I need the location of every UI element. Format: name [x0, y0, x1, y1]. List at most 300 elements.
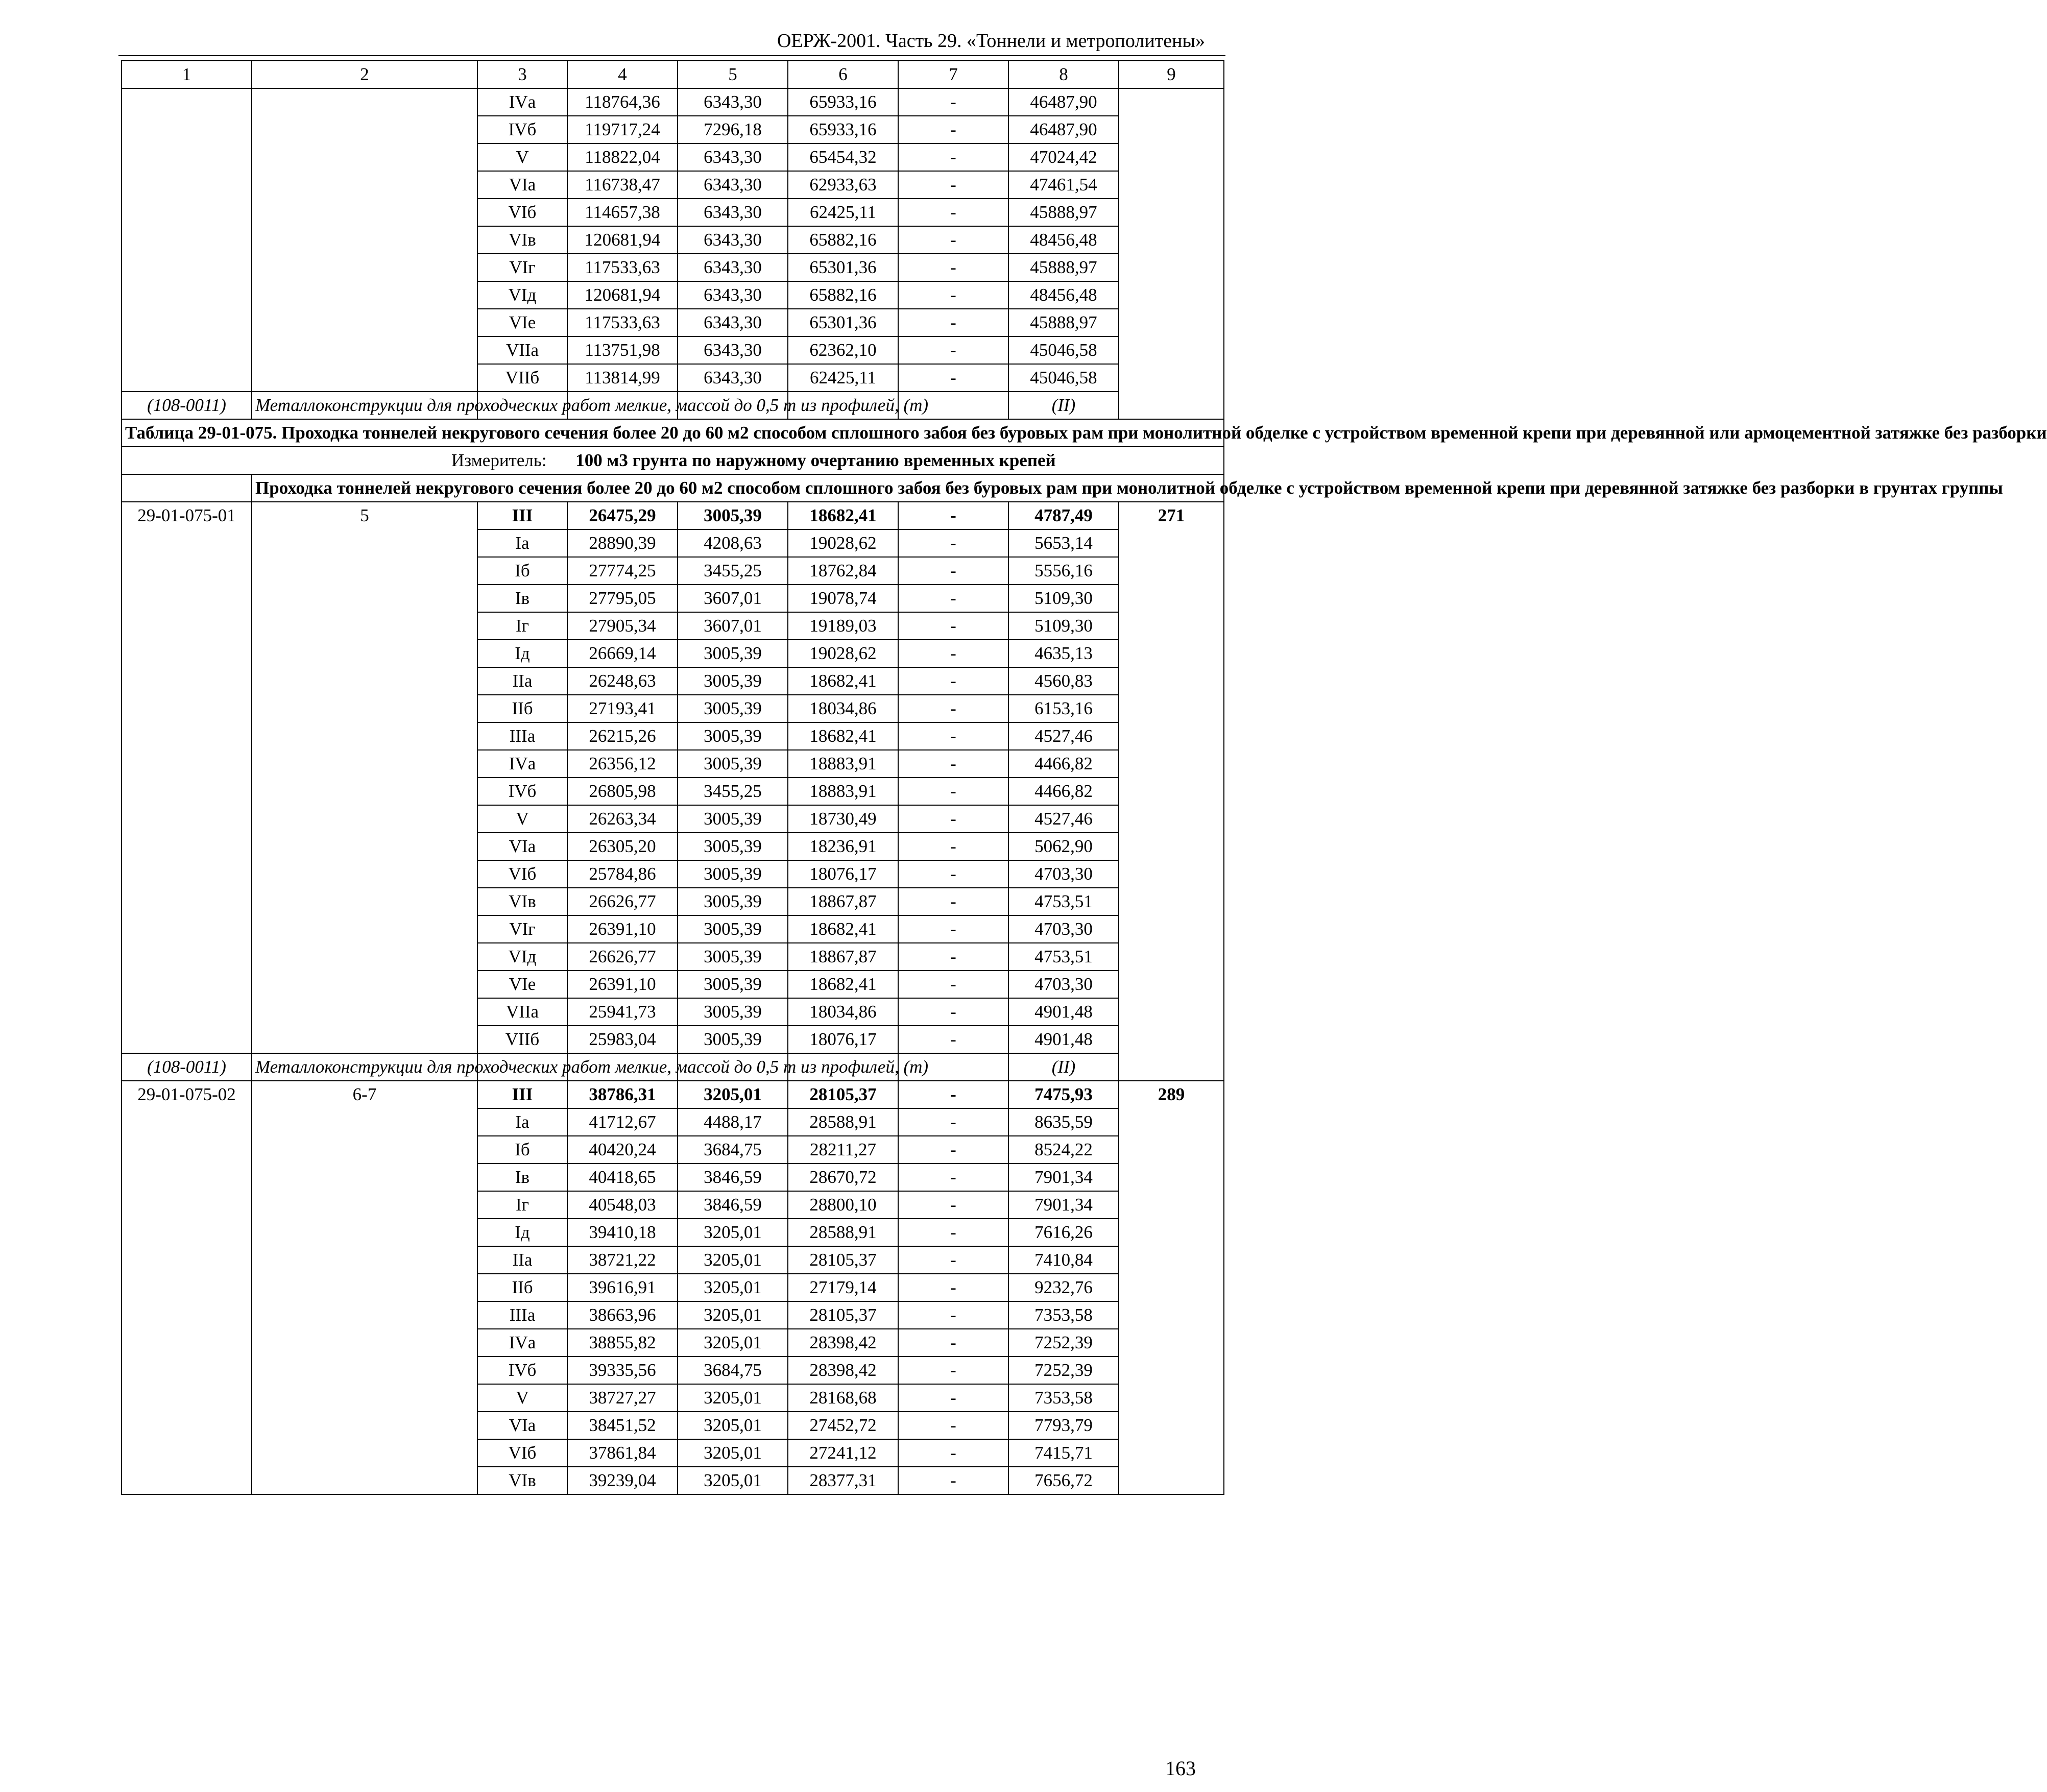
soil-group-cell: VIб	[477, 860, 567, 888]
value-cell: 65882,16	[788, 226, 898, 254]
value-cell: -	[898, 502, 1008, 529]
value-cell: 28377,31	[788, 1467, 898, 1494]
value-cell: 4466,82	[1008, 750, 1119, 778]
soil-group-cell: VIб	[477, 1439, 567, 1467]
value-cell: 65301,36	[788, 254, 898, 281]
column-number: 6	[788, 61, 898, 88]
value-cell: 19028,62	[788, 640, 898, 667]
value-cell: -	[898, 971, 1008, 998]
soil-group-cell: IVб	[477, 116, 567, 143]
value-cell: 48456,48	[1008, 226, 1119, 254]
value-cell: -	[898, 116, 1008, 143]
value-cell: 65454,32	[788, 143, 898, 171]
value-cell: 62933,63	[788, 171, 898, 199]
labor-cost: 289	[1119, 1081, 1224, 1494]
value-cell: 3005,39	[678, 640, 788, 667]
value-cell: -	[898, 860, 1008, 888]
value-cell: 4527,46	[1008, 805, 1119, 833]
value-cell: 7475,93	[1008, 1081, 1119, 1108]
soil-group-cell: IIа	[477, 1246, 567, 1274]
material-text: Металлоконструкции для проходческих работ мелкие, массой до 0,5 т из профилей, (т)	[252, 1053, 477, 1081]
value-cell: 5109,30	[1008, 612, 1119, 640]
value-cell: 7353,58	[1008, 1384, 1119, 1412]
value-cell: 45888,97	[1008, 254, 1119, 281]
value-cell: 3846,59	[678, 1191, 788, 1219]
material-unit: (II)	[1008, 1053, 1119, 1081]
value-cell: -	[898, 1026, 1008, 1053]
value-cell: 18236,91	[788, 833, 898, 860]
value-cell: 62425,11	[788, 199, 898, 226]
value-cell: 62425,11	[788, 364, 898, 392]
value-cell: 3005,39	[678, 502, 788, 529]
column-number: 8	[1008, 61, 1119, 88]
value-cell: 3005,39	[678, 943, 788, 971]
value-cell: 3205,01	[678, 1274, 788, 1301]
value-cell: 27179,14	[788, 1274, 898, 1301]
value-cell: -	[898, 612, 1008, 640]
value-cell: -	[898, 143, 1008, 171]
column-number-row	[122, 61, 1224, 88]
value-cell: 27905,34	[567, 612, 678, 640]
value-cell: 18730,49	[788, 805, 898, 833]
value-cell: 18076,17	[788, 1026, 898, 1053]
soil-group-cell: VIв	[477, 226, 567, 254]
soil-group-cell: Iв	[477, 1164, 567, 1191]
header-rule	[118, 55, 1225, 56]
value-cell: -	[898, 1136, 1008, 1164]
column-number: 7	[898, 61, 1008, 88]
value-cell: 6343,30	[678, 88, 788, 116]
column-number: 9	[1119, 61, 1224, 88]
value-cell: 45046,58	[1008, 364, 1119, 392]
value-cell: 3205,01	[678, 1384, 788, 1412]
soil-group-cell: VIIа	[477, 998, 567, 1026]
soil-group-cell: IIб	[477, 695, 567, 722]
value-cell: 3846,59	[678, 1164, 788, 1191]
value-cell: 27795,05	[567, 585, 678, 612]
value-cell: 3005,39	[678, 695, 788, 722]
value-cell: 118822,04	[567, 143, 678, 171]
value-cell: -	[898, 1164, 1008, 1191]
material-code: (108-0011)	[122, 392, 252, 419]
value-cell: 7296,18	[678, 116, 788, 143]
value-cell: -	[898, 943, 1008, 971]
value-cell: 19189,03	[788, 612, 898, 640]
value-cell: 3205,01	[678, 1412, 788, 1439]
value-cell: 7252,39	[1008, 1357, 1119, 1384]
value-cell: -	[898, 226, 1008, 254]
value-cell: 8524,22	[1008, 1136, 1119, 1164]
soil-group-cell: VIв	[477, 888, 567, 915]
value-cell: 26626,77	[567, 943, 678, 971]
value-cell: 65933,16	[788, 88, 898, 116]
value-cell: -	[898, 1467, 1008, 1494]
value-cell: -	[898, 1412, 1008, 1439]
value-cell: 40548,03	[567, 1191, 678, 1219]
value-cell: -	[898, 1246, 1008, 1274]
value-cell: 46487,90	[1008, 116, 1119, 143]
value-cell: 5062,90	[1008, 833, 1119, 860]
soil-group-cell: V	[477, 805, 567, 833]
value-cell: 39410,18	[567, 1219, 678, 1246]
value-cell: 18682,41	[788, 722, 898, 750]
soil-group-cell: VIд	[477, 943, 567, 971]
value-cell: 117533,63	[567, 309, 678, 336]
soil-group: 6-7	[252, 1081, 477, 1494]
value-cell: 120681,94	[567, 281, 678, 309]
rate-code: 29-01-075-01	[122, 502, 252, 1053]
value-cell: 4635,13	[1008, 640, 1119, 667]
soil-group-cell: VIIб	[477, 364, 567, 392]
soil-group-cell: VIг	[477, 254, 567, 281]
value-cell: 7656,72	[1008, 1467, 1119, 1494]
meter-value: 100 м3 грунта по наружному очертанию временных крепей	[575, 450, 1056, 470]
value-cell: 119717,24	[567, 116, 678, 143]
value-cell: 7793,79	[1008, 1412, 1119, 1439]
material-note-row	[122, 392, 1224, 419]
soil-group-cell: V	[477, 1384, 567, 1412]
value-cell: -	[898, 1108, 1008, 1136]
soil-group-cell: VIв	[477, 1467, 567, 1494]
value-cell: -	[898, 199, 1008, 226]
value-cell: -	[898, 529, 1008, 557]
value-cell: 4466,82	[1008, 778, 1119, 805]
value-cell: 6343,30	[678, 364, 788, 392]
column-number: 1	[122, 61, 252, 88]
soil-group-cell: IIIа	[477, 722, 567, 750]
value-cell: 3005,39	[678, 888, 788, 915]
value-cell: -	[898, 281, 1008, 309]
value-cell: 18682,41	[788, 667, 898, 695]
value-cell: -	[898, 557, 1008, 585]
value-cell: 39616,91	[567, 1274, 678, 1301]
value-cell: 18682,41	[788, 502, 898, 529]
value-cell: 3205,01	[678, 1246, 788, 1274]
soil-group-cell: Iв	[477, 585, 567, 612]
value-cell: 7616,26	[1008, 1219, 1119, 1246]
description-code-cell	[122, 474, 252, 502]
group-cell	[252, 88, 477, 392]
value-cell: 9232,76	[1008, 1274, 1119, 1301]
value-cell: -	[898, 1357, 1008, 1384]
value-cell: 62362,10	[788, 336, 898, 364]
value-cell: 7410,84	[1008, 1246, 1119, 1274]
soil-group-cell: VIа	[477, 833, 567, 860]
value-cell: 3005,39	[678, 722, 788, 750]
value-cell: 4901,48	[1008, 1026, 1119, 1053]
value-cell: 38727,27	[567, 1384, 678, 1412]
table-row	[122, 88, 1224, 116]
value-cell: 114657,38	[567, 199, 678, 226]
value-cell: 65301,36	[788, 309, 898, 336]
soil-group-cell: IVб	[477, 778, 567, 805]
value-cell: 28670,72	[788, 1164, 898, 1191]
value-cell: 3455,25	[678, 778, 788, 805]
value-cell: 7901,34	[1008, 1164, 1119, 1191]
value-cell: 18762,84	[788, 557, 898, 585]
value-cell: 28211,27	[788, 1136, 898, 1164]
value-cell: 18883,91	[788, 778, 898, 805]
soil-group-cell: VIIб	[477, 1026, 567, 1053]
soil-group-cell: III	[477, 1081, 567, 1108]
code-cell	[122, 88, 252, 392]
value-cell: 6343,30	[678, 336, 788, 364]
value-cell: 47461,54	[1008, 171, 1119, 199]
soil-group-cell: Iд	[477, 640, 567, 667]
value-cell: 3005,39	[678, 667, 788, 695]
value-cell: -	[898, 1081, 1008, 1108]
value-cell: 18682,41	[788, 971, 898, 998]
soil-group-cell: V	[477, 143, 567, 171]
value-cell: 6343,30	[678, 199, 788, 226]
description-row	[122, 474, 1224, 502]
value-cell: -	[898, 722, 1008, 750]
value-cell: 3684,75	[678, 1357, 788, 1384]
value-cell: 26263,34	[567, 805, 678, 833]
total-cell	[1119, 88, 1224, 419]
soil-group-cell: VIа	[477, 1412, 567, 1439]
value-cell: 3205,01	[678, 1329, 788, 1357]
value-cell: 3607,01	[678, 585, 788, 612]
value-cell: 40418,65	[567, 1164, 678, 1191]
value-cell: 28105,37	[788, 1301, 898, 1329]
value-cell: -	[898, 667, 1008, 695]
rate-main-row	[122, 1081, 1224, 1108]
page-number: 163	[1165, 1757, 1196, 1780]
value-cell: 27452,72	[788, 1412, 898, 1439]
value-cell: -	[898, 805, 1008, 833]
value-cell: 4527,46	[1008, 722, 1119, 750]
value-cell: 6343,30	[678, 309, 788, 336]
value-cell: 27193,41	[567, 695, 678, 722]
value-cell: 3205,01	[678, 1467, 788, 1494]
value-cell: 4703,30	[1008, 915, 1119, 943]
value-cell: 8635,59	[1008, 1108, 1119, 1136]
value-cell: 28588,91	[788, 1219, 898, 1246]
material-text: Металлоконструкции для проходческих работ мелкие, массой до 0,5 т из профилей, (т)	[252, 392, 477, 419]
material-note-row	[122, 1053, 1224, 1081]
value-cell: 39239,04	[567, 1467, 678, 1494]
value-cell: 28105,37	[788, 1081, 898, 1108]
value-cell: 4901,48	[1008, 998, 1119, 1026]
value-cell: 26391,10	[567, 915, 678, 943]
meter-label: Измеритель:	[451, 450, 547, 470]
value-cell: -	[898, 888, 1008, 915]
value-cell: 45888,97	[1008, 309, 1119, 336]
value-cell: 118764,36	[567, 88, 678, 116]
soil-group-cell: VIе	[477, 971, 567, 998]
value-cell: 38451,52	[567, 1412, 678, 1439]
soil-group-cell: Iд	[477, 1219, 567, 1246]
value-cell: 3005,39	[678, 971, 788, 998]
value-cell: 3455,25	[678, 557, 788, 585]
value-cell: 27774,25	[567, 557, 678, 585]
value-cell: 46487,90	[1008, 88, 1119, 116]
value-cell: 25983,04	[567, 1026, 678, 1053]
value-cell: 6343,30	[678, 143, 788, 171]
value-cell: 6343,30	[678, 281, 788, 309]
value-cell: -	[898, 1329, 1008, 1357]
value-cell: 26626,77	[567, 888, 678, 915]
soil-group-cell: Iг	[477, 1191, 567, 1219]
value-cell: 26669,14	[567, 640, 678, 667]
value-cell: 4488,17	[678, 1108, 788, 1136]
value-cell: 4753,51	[1008, 888, 1119, 915]
value-cell: 45888,97	[1008, 199, 1119, 226]
soil-group-cell: IIб	[477, 1274, 567, 1301]
value-cell: -	[898, 585, 1008, 612]
value-cell: 3005,39	[678, 750, 788, 778]
value-cell: 26356,12	[567, 750, 678, 778]
value-cell: 39335,56	[567, 1357, 678, 1384]
value-cell: 26305,20	[567, 833, 678, 860]
value-cell: 47024,42	[1008, 143, 1119, 171]
value-cell: -	[898, 1301, 1008, 1329]
column-number: 5	[678, 61, 788, 88]
soil-group-cell: Iа	[477, 529, 567, 557]
soil-group-cell: VIб	[477, 199, 567, 226]
table-title: Таблица 29-01-075. Проходка тоннелей некругового сечения более 20 до 60 м2 способом сплошного забоя без буровых рам при монолитной обделке с устройством временной крепи при деревянной или армоцементной затяжке без разборки	[122, 419, 1224, 447]
value-cell: -	[898, 833, 1008, 860]
material-unit: (II)	[1008, 392, 1119, 419]
soil-group-cell: IIIа	[477, 1301, 567, 1329]
value-cell: -	[898, 1439, 1008, 1467]
value-cell: -	[898, 171, 1008, 199]
soil-group-cell: VIа	[477, 171, 567, 199]
value-cell: 113814,99	[567, 364, 678, 392]
soil-group-cell: IVа	[477, 88, 567, 116]
value-cell: 28890,39	[567, 529, 678, 557]
value-cell: 27241,12	[788, 1439, 898, 1467]
value-cell: 3005,39	[678, 833, 788, 860]
value-cell: 113751,98	[567, 336, 678, 364]
value-cell: 41712,67	[567, 1108, 678, 1136]
column-number: 3	[477, 61, 567, 88]
value-cell: 26391,10	[567, 971, 678, 998]
value-cell: 3005,39	[678, 860, 788, 888]
value-cell: 120681,94	[567, 226, 678, 254]
value-cell: 6343,30	[678, 171, 788, 199]
value-cell: -	[898, 1274, 1008, 1301]
soil-group-cell: Iг	[477, 612, 567, 640]
value-cell: 19028,62	[788, 529, 898, 557]
soil-group-cell: IVб	[477, 1357, 567, 1384]
value-cell: -	[898, 1191, 1008, 1219]
value-cell: 117533,63	[567, 254, 678, 281]
value-cell: 45046,58	[1008, 336, 1119, 364]
value-cell: 7901,34	[1008, 1191, 1119, 1219]
value-cell: 37861,84	[567, 1439, 678, 1467]
value-cell: 48456,48	[1008, 281, 1119, 309]
value-cell: 18883,91	[788, 750, 898, 778]
value-cell: 40420,24	[567, 1136, 678, 1164]
value-cell: 26215,26	[567, 722, 678, 750]
value-cell: 65933,16	[788, 116, 898, 143]
value-cell: 18867,87	[788, 943, 898, 971]
labor-cost: 271	[1119, 502, 1224, 1081]
value-cell: -	[898, 695, 1008, 722]
value-cell: 6153,16	[1008, 695, 1119, 722]
value-cell: 3005,39	[678, 915, 788, 943]
value-cell: -	[898, 336, 1008, 364]
value-cell: -	[898, 640, 1008, 667]
value-cell: 4703,30	[1008, 860, 1119, 888]
value-cell: 26805,98	[567, 778, 678, 805]
soil-group-cell: Iб	[477, 1136, 567, 1164]
value-cell: 3205,01	[678, 1301, 788, 1329]
soil-group-cell: IVа	[477, 1329, 567, 1357]
soil-group-cell: VIIа	[477, 336, 567, 364]
value-cell: -	[898, 1219, 1008, 1246]
value-cell: 28168,68	[788, 1384, 898, 1412]
column-number: 2	[252, 61, 477, 88]
value-cell: -	[898, 254, 1008, 281]
value-cell: 19078,74	[788, 585, 898, 612]
value-cell: -	[898, 309, 1008, 336]
soil-group-cell: IIа	[477, 667, 567, 695]
column-number: 4	[567, 61, 678, 88]
value-cell: 4208,63	[678, 529, 788, 557]
value-cell: -	[898, 778, 1008, 805]
meter-cell	[122, 447, 1224, 474]
value-cell: 5556,16	[1008, 557, 1119, 585]
value-cell: -	[898, 998, 1008, 1026]
value-cell: 116738,47	[567, 171, 678, 199]
soil-group-cell: VIд	[477, 281, 567, 309]
value-cell: 7252,39	[1008, 1329, 1119, 1357]
value-cell: 3205,01	[678, 1439, 788, 1467]
value-cell: 28398,42	[788, 1329, 898, 1357]
soil-group: 5	[252, 502, 477, 1053]
soil-group-cell: Iа	[477, 1108, 567, 1136]
value-cell: 4703,30	[1008, 971, 1119, 998]
value-cell: 4787,49	[1008, 502, 1119, 529]
value-cell: 25784,86	[567, 860, 678, 888]
value-cell: -	[898, 1384, 1008, 1412]
soil-group-cell: IVа	[477, 750, 567, 778]
value-cell: 26248,63	[567, 667, 678, 695]
value-cell: 18682,41	[788, 915, 898, 943]
rate-code: 29-01-075-02	[122, 1081, 252, 1494]
meter-row	[122, 447, 1224, 474]
value-cell: 3005,39	[678, 998, 788, 1026]
value-cell: 28800,10	[788, 1191, 898, 1219]
soil-group-cell: VIе	[477, 309, 567, 336]
value-cell: 38721,22	[567, 1246, 678, 1274]
value-cell: 38663,96	[567, 1301, 678, 1329]
value-cell: 25941,73	[567, 998, 678, 1026]
value-cell: 38786,31	[567, 1081, 678, 1108]
value-cell: 4753,51	[1008, 943, 1119, 971]
value-cell: 28588,91	[788, 1108, 898, 1136]
value-cell: 5109,30	[1008, 585, 1119, 612]
value-cell: -	[898, 915, 1008, 943]
value-cell: 3005,39	[678, 1026, 788, 1053]
value-cell: 3607,01	[678, 612, 788, 640]
value-cell: -	[898, 750, 1008, 778]
value-cell: 7353,58	[1008, 1301, 1119, 1329]
value-cell: 28105,37	[788, 1246, 898, 1274]
value-cell: 28398,42	[788, 1357, 898, 1384]
value-cell: 18867,87	[788, 888, 898, 915]
running-header: ОЕРЖ-2001. Часть 29. «Тоннели и метрополитены»	[777, 30, 1205, 52]
material-code: (108-0011)	[122, 1053, 252, 1081]
rates-table	[121, 60, 2047, 1495]
value-cell: 6343,30	[678, 226, 788, 254]
value-cell: 18034,86	[788, 695, 898, 722]
rate-main-row	[122, 502, 1224, 529]
value-cell: 18076,17	[788, 860, 898, 888]
